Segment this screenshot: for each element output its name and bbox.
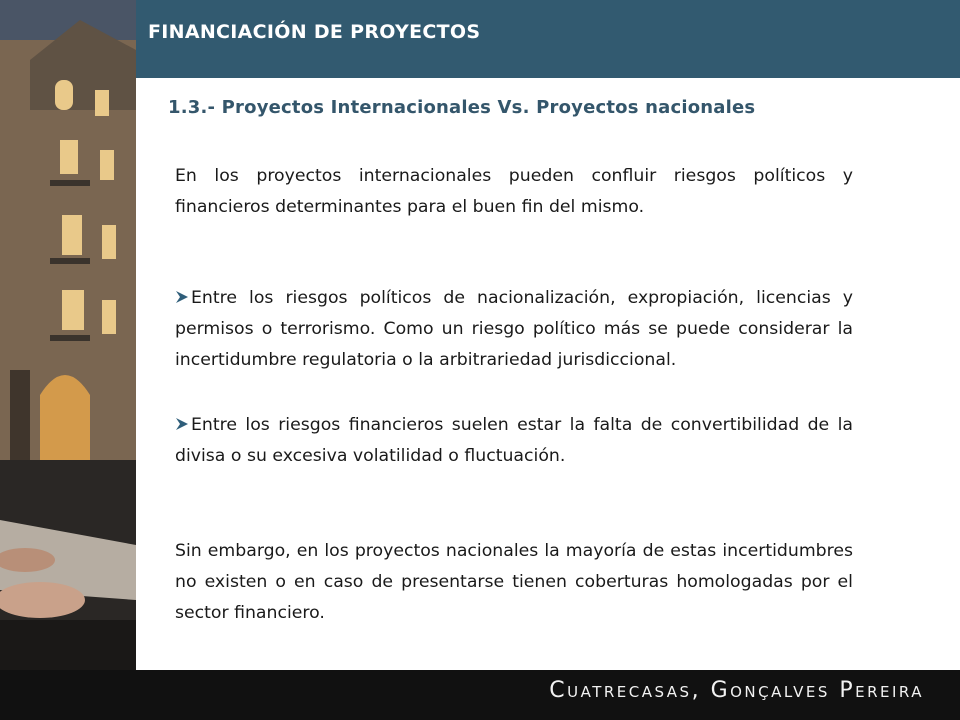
page-title: FINANCIACIÓN DE PROYECTOS xyxy=(148,21,481,43)
bullet-text: Entre los riesgos financieros suelen estar la falta de convertibilidad de la divisa o su excesiva volatilidad o fluctuación. xyxy=(175,415,853,466)
bullet-item-political xyxy=(175,283,853,376)
arrow-bullet-icon xyxy=(175,417,189,431)
building-photo xyxy=(0,0,136,670)
section-title: 1.3.- Proyectos Internacionales Vs. Proyectos nacionales xyxy=(168,97,756,118)
brand-logo: Cuatrecasas, Gonçalves Pereira xyxy=(549,678,924,703)
intro-paragraph: En los proyectos internacionales pueden confluir riesgos políticos y financieros determinantes para el buen fin del mismo. xyxy=(175,166,853,217)
bullet-item-financial xyxy=(175,410,853,472)
bullet-text: Entre los riesgos políticos de nacionalización, expropiación, licencias y permisos o terrorismo. Como un riesgo político más se puede considerar la incertidumbre regulatoria o la arbitrariedad jurisdiccional. xyxy=(175,288,853,370)
conclusion-paragraph: Sin embargo, en los proyectos nacionales la mayoría de estas incertidumbres no existen o en caso de presentarse tienen coberturas homologadas por el sector financiero. xyxy=(175,541,853,623)
arrow-bullet-icon xyxy=(175,290,189,304)
